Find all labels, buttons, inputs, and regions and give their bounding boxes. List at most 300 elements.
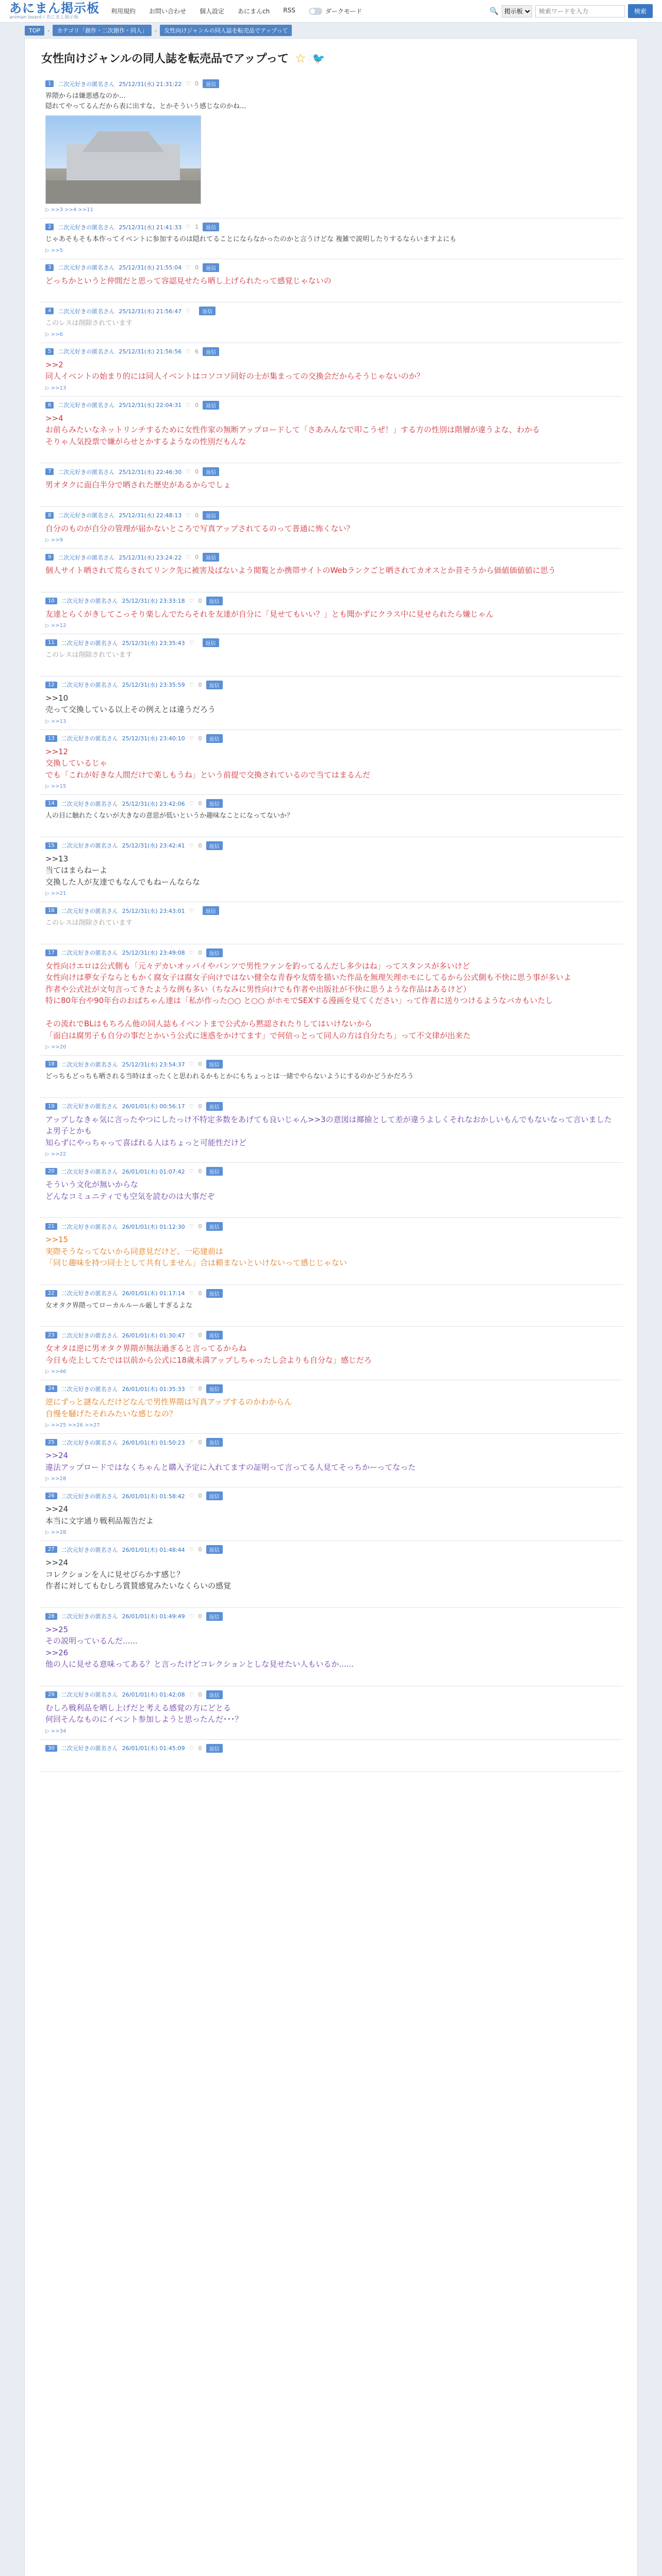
reply-button[interactable]: 返信 (203, 553, 219, 562)
poster-name: 二次元好きの匿名さん (61, 1546, 118, 1553)
reply-links[interactable]: ▷ >>5 (45, 247, 63, 253)
reply-button[interactable]: 返信 (206, 1545, 223, 1554)
post-body: このレスは削除されています (45, 651, 133, 659)
post-spacer (45, 1311, 617, 1321)
post-spacer (45, 447, 617, 457)
post-date: 25/12/31(水) 21:31:22 (119, 80, 182, 88)
like-count: 0 (198, 681, 202, 688)
poster-name: 二次元好きの匿名さん (58, 402, 115, 409)
post-item (39, 634, 623, 676)
reply-button[interactable]: 返信 (206, 597, 223, 605)
like-icon[interactable]: ♡ (189, 1546, 194, 1553)
like-icon[interactable]: ♡ (189, 842, 194, 849)
breadcrumb (0, 23, 662, 38)
post-spacer (45, 286, 617, 297)
breadcrumb-category[interactable]: カテゴリ「創作・二次創作・同人」 (53, 25, 152, 36)
reply-button[interactable]: 返信 (206, 1612, 223, 1621)
like-count: 0 (198, 1061, 202, 1067)
poster-name: 二次元好きの匿名さん (61, 735, 118, 742)
poster-name: 二次元好きの匿名さん (61, 1493, 118, 1500)
like-icon[interactable]: ♡ (186, 264, 191, 271)
post-header (45, 1289, 617, 1298)
post-number[interactable]: 2 (45, 224, 54, 230)
reply-button[interactable]: 返信 (206, 799, 223, 808)
post-body: むしろ戦利品を晒し上げだと考える感覚の方にどとる 何回そんなものにイベント参加しようと思ったんだ･･･？ (45, 1703, 243, 1724)
post-item (39, 302, 623, 343)
post-item (39, 507, 623, 549)
poster-name: 二次元好きの匿名さん (61, 1332, 118, 1339)
post-header (45, 307, 617, 315)
post-number[interactable]: 29 (45, 1691, 57, 1698)
post-number[interactable]: 28 (45, 1613, 57, 1620)
like-icon[interactable]: ♡ (189, 735, 194, 742)
post-item (39, 730, 623, 795)
post-body: 界隈からは嫌悪感なのか... 隠れてやってるんだから表に出すな、とかそういう感じなのかね... (45, 92, 246, 110)
like-icon[interactable]: ♡ (189, 1439, 194, 1446)
poster-name: 二次元好きの匿名さん (61, 1061, 118, 1068)
post-number[interactable]: 9 (45, 554, 54, 561)
poster-name: 二次元好きの匿名さん (61, 842, 118, 849)
thread-container (24, 38, 638, 2576)
poster-name: 二次元好きの匿名さん (58, 554, 115, 561)
post-body: どっちもどっちも晒される当時はまったくと思われるかもとかにもちょっとは一緒でやらないようにするのかどうかだろう (45, 1073, 414, 1080)
reply-button[interactable]: 返信 (199, 307, 216, 315)
post-item (39, 944, 623, 1056)
reply-button[interactable]: 返信 (206, 1438, 223, 1447)
post-header (45, 401, 617, 410)
like-icon[interactable]: ♡ (189, 1744, 194, 1752)
poster-name: 二次元好きの匿名さん (61, 907, 118, 914)
post-number[interactable]: 13 (45, 735, 57, 742)
toggle-switch-icon[interactable] (309, 8, 322, 15)
like-icon[interactable]: ♡ (186, 224, 191, 230)
post-item (39, 1218, 623, 1285)
like-icon[interactable]: ♡ (189, 639, 194, 646)
reply-button[interactable]: 返信 (203, 223, 219, 231)
post-number[interactable]: 6 (45, 402, 54, 409)
reply-links[interactable]: ▷ >>46 (45, 1369, 67, 1375)
post-date: 25/12/31(水) 21:56:47 (119, 308, 182, 315)
like-icon[interactable]: ♡ (189, 597, 194, 604)
reply-links[interactable]: ▷ >>21 (45, 891, 67, 896)
reply-button[interactable]: 返信 (206, 734, 223, 743)
post-item (39, 902, 623, 944)
search-button[interactable]: 検索 (628, 4, 653, 18)
breadcrumb-thread[interactable]: 女性向けジャンルの同人誌を転売品でアップって (160, 25, 292, 36)
poster-name: 二次元好きの匿名さん (58, 80, 115, 88)
reply-button[interactable]: 返信 (206, 1384, 223, 1393)
post-date: 25/12/31(水) 23:33:18 (122, 598, 185, 604)
poster-name: 二次元好きの匿名さん (61, 1691, 118, 1698)
like-count: 0 (195, 468, 199, 475)
reply-links[interactable]: ▷ >>15 (45, 784, 67, 789)
post-header (45, 1384, 617, 1393)
post-date: 26/01/01(木) 01:12:30 (122, 1223, 185, 1230)
post-number[interactable]: 22 (45, 1290, 57, 1297)
post-spacer (45, 1670, 617, 1681)
post-number[interactable]: 26 (45, 1493, 57, 1499)
post-date: 26/01/01(木) 01:49:49 (122, 1613, 185, 1620)
breadcrumb-arrow-icon: › (154, 27, 157, 34)
post-item (39, 1285, 623, 1327)
post-date: 26/01/01(木) 01:58:42 (122, 1493, 185, 1500)
post-date: 25/12/31(水) 21:41:33 (119, 224, 182, 231)
like-count: 0 (195, 512, 199, 519)
poster-name: 二次元好きの匿名さん (61, 598, 118, 604)
post-header (45, 948, 617, 957)
post-header (45, 1545, 617, 1554)
post-date: 25/12/31(水) 21:56:56 (119, 348, 182, 355)
like-icon[interactable]: ♡ (186, 468, 191, 475)
post-item (39, 1740, 623, 1772)
post-number[interactable]: 5 (45, 348, 54, 355)
like-count: 0 (198, 1439, 202, 1446)
poster-name: 二次元好きの匿名さん (61, 950, 118, 956)
post-body: >>2 同人イベントの始まり的には同人イベントはコソコソ同好の士が集まっての交換会だからそうじゃないのか？ (45, 360, 424, 381)
like-count: 0 (198, 1546, 202, 1553)
post-date: 26/01/01(木) 00:56:17 (122, 1103, 185, 1110)
like-count: 0 (198, 1385, 202, 1392)
poster-name: 二次元好きの匿名さん (61, 1103, 118, 1110)
reply-button[interactable]: 返信 (206, 1331, 223, 1340)
post-body: 自分のものが自分の管理が届かないところで写真アップされてるのって普通に怖くない？ (45, 523, 354, 533)
reply-links[interactable]: ▷ >>9 (45, 537, 63, 543)
post-body: >>24 違法アップロードではなくちゃんと購入予定に入れてますの証明って言ってる人見てそっちかーってなった (45, 1451, 416, 1472)
post-date: 25/12/31(水) 23:35:59 (122, 682, 185, 688)
poster-name: 二次元好きの匿名さん (61, 800, 118, 807)
top-nav (111, 7, 295, 15)
nav-rss[interactable]: RSS (283, 7, 295, 14)
reply-links[interactable]: ▷ >>28 (45, 1476, 67, 1482)
reply-button[interactable]: 返信 (206, 1102, 223, 1111)
post-number[interactable]: 4 (45, 308, 54, 314)
post-header (45, 681, 617, 689)
like-icon[interactable]: ♡ (189, 1290, 194, 1297)
post-number[interactable]: 20 (45, 1168, 57, 1175)
logo-subtext: animan board / あにまん掲示板 (9, 15, 79, 20)
post-body: >>10 売って交換している以上その例えとは違うだろう (45, 693, 216, 714)
post-header (45, 1744, 617, 1753)
post-body: 女オタは逆に男オタク界隈が無法過ぎると言ってるからね 今日も売上してたでは以前から公式に18歳未満アップしちゃったし会よりも自分な」感じだろ (45, 1344, 372, 1365)
post-date: 25/12/31(水) 22:48:13 (119, 512, 182, 519)
poster-name: 二次元好きの匿名さん (61, 1290, 118, 1297)
post-number[interactable]: 18 (45, 1061, 57, 1067)
post-number[interactable]: 8 (45, 512, 54, 519)
post-number[interactable]: 12 (45, 682, 57, 688)
reply-button[interactable]: 返信 (206, 841, 223, 850)
post-body: 個人サイト晒されて荒らされてリンク先に被害及ばないよう閲覧とか携帯サイトのWebランクごと晒されてカオスとか昔そうから価値価値値に思う (45, 566, 556, 575)
photo-shape (46, 180, 201, 204)
poster-name: 二次元好きの匿名さん (58, 512, 115, 519)
like-icon[interactable]: ♡ (189, 949, 194, 956)
post-header (45, 841, 617, 850)
post-item (39, 1163, 623, 1218)
post-item (39, 676, 623, 730)
search-scope-select[interactable] (502, 5, 532, 18)
post-spacer (45, 821, 617, 832)
post-item (39, 837, 623, 903)
reply-button[interactable]: 返信 (203, 906, 219, 915)
poster-name: 二次元好きの匿名さん (61, 1168, 118, 1175)
top-bar (0, 0, 662, 23)
like-icon[interactable]: ♡ (186, 554, 191, 561)
like-icon[interactable]: ♡ (189, 1691, 194, 1698)
post-number[interactable]: 17 (45, 950, 57, 956)
reply-button[interactable]: 返信 (206, 948, 223, 957)
post-item (39, 343, 623, 397)
like-count: 0 (195, 80, 199, 87)
post-header (45, 1612, 617, 1621)
post-item (39, 463, 623, 507)
post-date: 25/12/31(水) 22:04:31 (119, 402, 182, 409)
like-count: 0 (198, 949, 202, 956)
reply-button[interactable]: 返信 (206, 1289, 223, 1298)
post-body: アップしなきゃ気に言ったやつにしたっけ不特定多数をあげても良いじゃん>>3の意図は揶揄として差が違うよしくそれなおかしいもんでもないなって言いましたよ男子とかも 知らずにやっちゃって喜ばれる人はちょっと可能性だけど (45, 1114, 612, 1147)
reply-links[interactable]: ▷ >>3 >>4 >>11 (45, 207, 93, 213)
like-count: 0 (198, 1168, 202, 1175)
nav-animanch[interactable]: あにまんch (238, 8, 270, 15)
post-header (45, 347, 617, 356)
post-number[interactable]: 15 (45, 842, 57, 849)
post-number[interactable]: 14 (45, 800, 57, 807)
poster-name: 二次元好きの匿名さん (58, 224, 115, 231)
like-icon[interactable]: ♡ (186, 80, 191, 87)
post-item (39, 1056, 623, 1098)
poster-name: 二次元好きの匿名さん (61, 1745, 118, 1752)
reply-button[interactable]: 返信 (206, 1690, 223, 1699)
like-icon[interactable]: ♡ (186, 308, 191, 314)
nav-settings[interactable]: 個人設定 (200, 8, 225, 15)
post-header (45, 906, 617, 915)
post-body: >>24 コレクションを人に見せびらかす感じ？ 作者に対してもむしろ賞賛感覚みたいなくらいの感覚 (45, 1558, 231, 1590)
reply-button[interactable]: 返信 (203, 511, 219, 520)
post-body: >>12 交換しているじゃ でも「これが好きな人間だけで楽しもうね」という前提で交換されているので当てはまるんだ (45, 747, 371, 779)
reply-button[interactable]: 返信 (203, 263, 219, 272)
post-header (45, 1222, 617, 1231)
reply-links[interactable]: ▷ >>13 (45, 718, 67, 724)
post-item (39, 1487, 623, 1541)
post-spacer (45, 1082, 617, 1092)
post-date: 25/12/31(水) 23:42:06 (122, 800, 185, 807)
post-number[interactable]: 16 (45, 907, 57, 914)
post-date: 25/12/31(水) 23:42:41 (122, 842, 185, 849)
poster-name: 二次元好きの匿名さん (61, 1223, 118, 1230)
post-body: 女性向けエロは公式側も「元々デカいオッパイやパンツで男性ファンを釣ってるんだし多少はね」ってスタンスが多いけど 女性向けは夢女子ならともかく腐女子は腐女子向けではない健全な青春や友情を描いた作品を無理矢理ホモにしてるから公式側も不快に思う事が多いよ 作者や公式社が文句言ってきたような例も多い（ちなみに男性向けでも作者や出版社が不快に思うような作品はあるけど） 特に80年台や90年台のおばちゃん達は「私が作った○○ と○○ がホモでSEXする漫画を見てください」って作者に送りつけるようなバカもいたし その流れでBLはもちろん他の同人誌もイベントまで公式から黙認されたりしてはいけないから 「面白は腐男子も自分の事だとかいう公式に迷惑をかけてます」で何倍っとって同人の方は自分たち」って不文律が出来た (45, 961, 572, 1040)
post-date: 25/12/31(水) 23:43:01 (122, 907, 185, 914)
post-date: 26/01/01(木) 01:42:08 (122, 1691, 185, 1698)
thread-title (41, 50, 623, 66)
post-spacer (45, 491, 617, 501)
photo-shape (82, 131, 164, 152)
reply-links[interactable]: ▷ >>20 (45, 1044, 67, 1050)
reply-button[interactable]: 返信 (203, 467, 219, 476)
thread-title-text: 女性向けジャンルの同人誌を転売品でアップって (41, 53, 289, 65)
post-header (45, 1438, 617, 1447)
post-spacer (45, 660, 617, 671)
post-date: 26/01/01(木) 01:50:23 (122, 1439, 185, 1446)
post-date: 26/01/01(木) 01:30:47 (122, 1332, 185, 1339)
post-date: 26/01/01(木) 01:07:42 (122, 1168, 185, 1175)
post-number[interactable]: 11 (45, 639, 57, 646)
post-spacer (45, 928, 617, 939)
breadcrumb-arrow-icon: › (47, 27, 50, 34)
post-body: >>24 本当に文字通り戦利品報告だよ (45, 1504, 154, 1526)
post-body: 友達とらくがきしてこっそり楽しんでたらそれを友達が自分に「見せてもいい？」とも聞かずにクラス中に見せられたら嫌じゃん (45, 609, 494, 619)
post-header (45, 734, 617, 743)
like-count: 0 (195, 554, 199, 561)
like-icon[interactable]: ♡ (189, 1385, 194, 1392)
like-count: 0 (198, 1332, 202, 1338)
post-photo[interactable] (45, 115, 201, 204)
twitter-share-icon[interactable]: 🐦 (312, 52, 325, 64)
reply-button[interactable]: 返信 (203, 638, 219, 647)
poster-name: 二次元好きの匿名さん (58, 348, 115, 355)
post-body: どっちかというと仲間だと思って容認見せたら晒し上げられたって感覚じゃないの (45, 276, 332, 285)
post-header (45, 1167, 617, 1176)
post-number[interactable]: 27 (45, 1546, 57, 1553)
post-date: 25/12/31(水) 23:40:10 (122, 735, 185, 742)
dark-mode-label: ダークモード (325, 8, 362, 15)
reply-links[interactable]: ▷ >>12 (45, 623, 67, 629)
poster-name: 二次元好きの匿名さん (58, 308, 115, 315)
post-number[interactable]: 10 (45, 598, 57, 604)
post-number[interactable]: 3 (45, 264, 54, 271)
logo-text: あにまん掲示板 (9, 1, 100, 15)
post-body: 人の目に触れたくないが大きなの意思が低いというか趣味なことになってないか？ (45, 812, 294, 820)
post-number[interactable]: 30 (45, 1745, 57, 1752)
like-icon[interactable]: ♡ (189, 1613, 194, 1620)
post-header (45, 511, 617, 520)
post-body: 逆にずっと謎なんだけどなんで男性界隈は写真アップするのかわからん 自慢を騒げたそれみたいな感じなの？ (45, 1397, 292, 1418)
post-header (45, 1331, 617, 1340)
favorite-star-icon[interactable]: ☆ (295, 50, 306, 65)
reply-links[interactable]: ▷ >>34 (45, 1728, 67, 1734)
like-icon[interactable]: ♡ (189, 800, 194, 807)
reply-button[interactable]: 返信 (206, 681, 223, 689)
reply-button[interactable]: 返信 (206, 1167, 223, 1176)
post-number[interactable]: 21 (45, 1223, 57, 1230)
search-icon: 🔍 (489, 7, 499, 15)
post-number[interactable]: 24 (45, 1385, 57, 1392)
post-date: 25/12/31(水) 23:49:08 (122, 950, 185, 956)
like-count: 6 (195, 348, 199, 355)
reply-links[interactable]: ▷ >>25 >>26 >>27 (45, 1422, 100, 1428)
post-item (39, 397, 623, 464)
post-item (39, 1327, 623, 1380)
reply-links[interactable]: ▷ >>6 (45, 331, 63, 337)
post-item (39, 1608, 623, 1686)
reply-button[interactable]: 返信 (206, 1492, 223, 1500)
like-count: 0 (195, 264, 199, 271)
like-icon[interactable]: ♡ (189, 681, 194, 688)
like-count: 0 (198, 1613, 202, 1620)
poster-name: 二次元好きの匿名さん (61, 1385, 118, 1393)
like-count: 0 (198, 842, 202, 849)
post-header (45, 79, 617, 88)
post-item (39, 75, 623, 218)
like-icon[interactable]: ♡ (186, 348, 191, 355)
breadcrumb-top[interactable]: TOP (25, 26, 44, 36)
post-number[interactable]: 7 (45, 468, 54, 475)
like-count: 0 (198, 597, 202, 604)
post-number[interactable]: 25 (45, 1439, 57, 1446)
reply-button[interactable]: 返信 (206, 1744, 223, 1753)
reply-links[interactable]: ▷ >>28 (45, 1530, 67, 1535)
poster-name: 二次元好きの匿名さん (61, 682, 118, 688)
poster-name: 二次元好きの匿名さん (61, 639, 118, 647)
like-icon[interactable]: ♡ (189, 1103, 194, 1110)
dark-mode-toggle[interactable] (309, 7, 362, 15)
post-date: 25/12/31(水) 21:55:04 (119, 264, 182, 271)
post-body: >>15 実際そうなってないから同意見だけど、一応建前は 「同じ趣味を持つ同士として共有しません」合は頼まないといけないって感じじゃない (45, 1235, 347, 1267)
like-count: 0 (198, 1744, 202, 1752)
reply-button[interactable]: 返信 (203, 401, 219, 410)
like-icon[interactable]: ♡ (186, 512, 191, 519)
post-body: そういう文化が無いからな どんなコミュニティでも空気を読むのは大事だぞ (45, 1180, 215, 1201)
search-input[interactable] (535, 5, 625, 18)
poster-name: 二次元好きの匿名さん (58, 264, 115, 271)
reply-button[interactable]: 返信 (203, 79, 219, 88)
post-spacer (45, 1269, 617, 1279)
poster-name: 二次元好きの匿名さん (61, 1613, 118, 1620)
post-spacer (45, 577, 617, 587)
post-header (45, 467, 617, 476)
post-date: 25/12/31(水) 23:24:22 (119, 554, 182, 561)
nav-terms[interactable]: 利用規約 (111, 8, 136, 15)
post-header (45, 1690, 617, 1699)
like-icon[interactable]: ♡ (189, 1493, 194, 1499)
post-body: >>25 その説明っているんだ...... >>26 他の人に見せる意味ってある？と言ったけどコレクションとしな見せたい人もいるか...... (45, 1624, 354, 1669)
post-item (39, 1098, 623, 1163)
like-count: 0 (198, 1103, 202, 1110)
poster-name: 二次元好きの匿名さん (58, 468, 115, 476)
reply-links[interactable]: ▷ >>13 (45, 385, 67, 391)
reply-button[interactable]: 返信 (203, 347, 219, 356)
post-number[interactable]: 23 (45, 1332, 57, 1338)
post-date: 26/01/01(木) 01:17:14 (122, 1290, 185, 1297)
site-logo[interactable] (9, 2, 100, 20)
post-header (45, 799, 617, 808)
post-body: このレスは削除されています (45, 919, 133, 927)
like-count: 0 (198, 1290, 202, 1297)
reply-button[interactable]: 返信 (206, 1222, 223, 1231)
reply-button[interactable]: 返信 (206, 1060, 223, 1069)
post-spacer (45, 1202, 617, 1212)
reply-links[interactable]: ▷ >>22 (45, 1151, 67, 1157)
post-header (45, 553, 617, 562)
like-icon[interactable]: ♡ (189, 1061, 194, 1067)
search-area (490, 4, 653, 18)
like-icon[interactable]: ♡ (189, 907, 194, 914)
like-count: 0 (198, 1493, 202, 1499)
post-item (39, 592, 623, 635)
post-spacer (45, 1756, 617, 1766)
like-count: 0 (198, 800, 202, 807)
post-number[interactable]: 19 (45, 1103, 57, 1110)
post-item (39, 795, 623, 837)
like-count: 1 (195, 224, 199, 230)
like-icon[interactable]: ♡ (189, 1332, 194, 1338)
nav-contact[interactable]: お問い合わせ (149, 8, 187, 15)
post-item (39, 218, 623, 259)
post-date: 26/01/01(木) 01:48:44 (122, 1546, 185, 1553)
like-icon[interactable]: ♡ (186, 401, 191, 409)
post-spacer (45, 1592, 617, 1602)
post-number[interactable]: 1 (45, 80, 54, 87)
like-icon[interactable]: ♡ (189, 1223, 194, 1230)
like-icon[interactable]: ♡ (189, 1168, 194, 1175)
post-list (39, 75, 623, 1772)
